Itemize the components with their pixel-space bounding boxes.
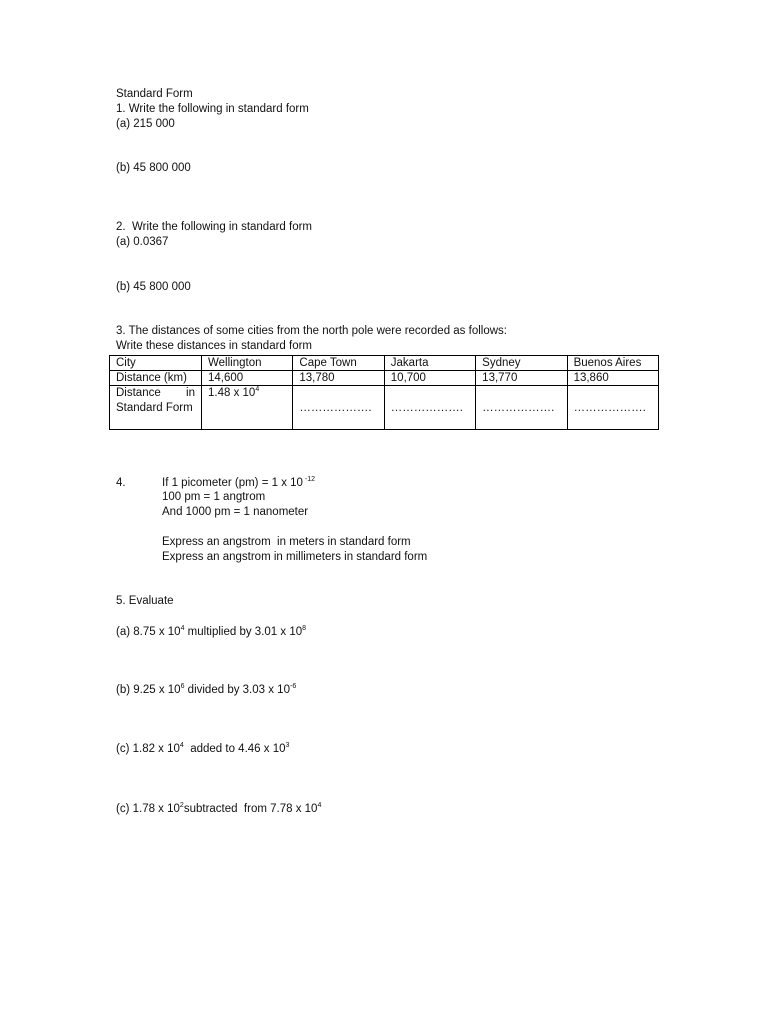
q5-part-a (116, 625, 306, 640)
sf-label-word: in (186, 387, 195, 399)
q3-instruction: Write these distances in standard form (116, 340, 313, 352)
table-cell: Distance (km) (110, 371, 202, 386)
page-title: Standard Form (116, 88, 193, 100)
q4-line-5: Express an angstrom in millimeters in standard form (162, 551, 428, 563)
exponent: 4 (317, 802, 322, 809)
exponent: 8 (302, 625, 307, 632)
table-cell: 10,700 (384, 371, 475, 386)
q1-prompt: 1. Write the following in standard form (116, 103, 309, 115)
exponent: 4 (180, 625, 185, 632)
sf-label-word: Distance (116, 387, 161, 399)
q2-part-a: (a) 0.0367 (116, 236, 169, 248)
answer-blank: ………………. (293, 386, 384, 430)
sf-example-exponent: 4 (255, 386, 260, 393)
q3-prompt: 3. The distances of some cities from the north pole were recorded as follows: (116, 325, 507, 337)
expr-text: (a) 8.75 x 10 (116, 626, 181, 638)
q5-part-c (116, 742, 289, 757)
q4-line-1-exponent: -12 (302, 476, 315, 483)
expr-text: (c) 1.82 x 10 (116, 743, 180, 755)
table-cell: 14,600 (202, 371, 293, 386)
table-cell: Sydney (476, 356, 567, 371)
q4-number: 4. (116, 477, 126, 489)
exponent: 3 (285, 742, 290, 749)
sf-example-base: 1.48 x 10 (208, 387, 256, 399)
q5-prompt: 5. Evaluate (116, 595, 174, 607)
table-row (110, 386, 659, 430)
exponent: 2 (179, 802, 184, 809)
expr-text: divided by 3.03 x 10 (184, 684, 290, 696)
expr-text: (c) 1.78 x 10 (116, 803, 180, 815)
q4-line-1 (162, 476, 315, 491)
table-row (110, 371, 659, 386)
expr-text: added to 4.46 x 10 (183, 743, 286, 755)
q4-line-1-text: If 1 picometer (pm) = 1 x 10 (162, 477, 303, 489)
table-header-row (110, 356, 659, 371)
table-cell: Cape Town (293, 356, 384, 371)
answer-blank: ………………. (567, 386, 658, 430)
table-cell: 13,860 (567, 371, 658, 386)
standard-form-label-cell (110, 386, 202, 430)
q4-line-2: 100 pm = 1 angtrom (162, 491, 266, 503)
table-cell: 13,780 (293, 371, 384, 386)
table-cell: Buenos Aires (567, 356, 658, 371)
table-cell: City (110, 356, 202, 371)
distances-table (109, 355, 659, 430)
q2-part-b: (b) 45 800 000 (116, 281, 191, 293)
q1-part-b: (b) 45 800 000 (116, 162, 191, 174)
q2-prompt: 2. Write the following in standard form (116, 221, 313, 233)
answer-blank: ………………. (476, 386, 567, 430)
table-cell: Jakarta (384, 356, 475, 371)
sf-label-rest: Standard Form (116, 402, 193, 414)
table-cell: 13,770 (476, 371, 567, 386)
q4-line-4: Express an angstrom in meters in standard form (162, 536, 411, 548)
q5-part-d (116, 802, 321, 817)
q1-part-a: (a) 215 000 (116, 118, 175, 130)
table-cell: Wellington (202, 356, 293, 371)
q4-line-3: And 1000 pm = 1 nanometer (162, 506, 309, 518)
exponent: 4 (179, 742, 184, 749)
expr-text: (b) 9.25 x 10 (116, 684, 181, 696)
exponent: 6 (180, 683, 185, 690)
exponent: -6 (289, 683, 297, 690)
q5-part-b (116, 683, 296, 698)
expr-text: multiplied by 3.01 x 10 (184, 626, 303, 638)
table-cell (202, 386, 293, 430)
expr-text: subtracted from 7.78 x 10 (183, 803, 318, 815)
answer-blank: ………………. (384, 386, 475, 430)
